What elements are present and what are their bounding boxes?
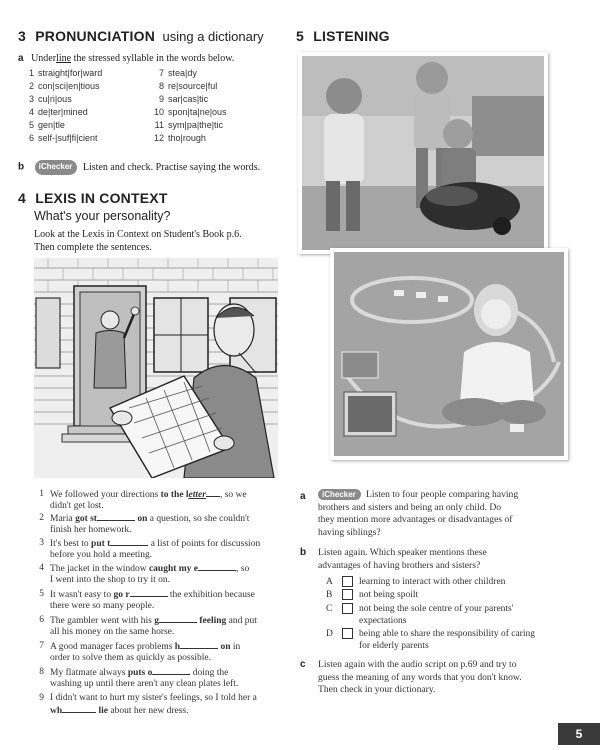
map-illustration-svg xyxy=(34,258,278,478)
sentence-line-1: I didn't want to hurt my sister's feelings, so I told her a xyxy=(50,693,257,703)
option-text: expectations xyxy=(359,616,407,626)
word-syllables: tho|rough xyxy=(168,133,206,143)
word-syllables: con|sci|en|tious xyxy=(38,81,100,91)
word-syllables: spon|ta|ne|ous xyxy=(168,107,227,117)
word-number: 9 xyxy=(158,94,164,104)
pronunciation-instruction-a: a Underline the stressed syllable in the words below. xyxy=(18,53,235,64)
answer-blank[interactable] xyxy=(110,537,148,546)
sentence-number: 5 xyxy=(39,589,44,599)
word-number: 12 xyxy=(153,133,164,143)
word-number: 6 xyxy=(28,133,34,143)
word-syllables: stea|dy xyxy=(168,68,197,78)
answer-blank[interactable] xyxy=(152,666,190,675)
ichecker-badge[interactable]: iChecker xyxy=(35,160,78,175)
word-syllables: sym|pa|the|tic xyxy=(168,120,224,130)
sentence-number: 8 xyxy=(39,667,44,677)
sentence-line-2: there were so many people. xyxy=(50,601,155,611)
answer-blank[interactable] xyxy=(206,488,220,497)
option-checkbox[interactable] xyxy=(342,603,353,614)
sentence-number: 9 xyxy=(39,693,44,703)
word-syllables: gen|tle xyxy=(38,120,65,130)
page-number: 5 xyxy=(558,723,600,745)
option-letter: C xyxy=(326,604,333,614)
sentence-line-1: We followed your directions to the letter , so we xyxy=(50,490,247,500)
children-photo-svg xyxy=(302,56,544,250)
text-line: brothers and sisters and being an only child. Do xyxy=(318,501,502,513)
word-number: 2 xyxy=(28,81,34,91)
section-number: 3 xyxy=(18,28,26,44)
section-subtitle: using a dictionary xyxy=(162,29,264,44)
lexis-heading xyxy=(18,190,168,208)
lexis-sentence xyxy=(34,562,284,586)
lexis-sentence xyxy=(34,588,284,612)
section-number: 4 xyxy=(18,190,26,206)
sentence-number: 6 xyxy=(39,615,44,625)
option-text: being able to share the responsibility of caring xyxy=(359,629,535,639)
pronunciation-heading xyxy=(18,28,264,46)
answer-blank[interactable] xyxy=(198,562,236,571)
sentence-number: 2 xyxy=(39,513,44,523)
answer-blank[interactable] xyxy=(159,614,197,623)
section-title: LEXIS IN CONTEXT xyxy=(35,190,168,206)
lexis-sentence xyxy=(34,614,284,638)
sentence-number: 4 xyxy=(39,563,44,573)
lexis-intro: Look at the Lexis in Context on Student's Book p.6. Then complete the sentences. xyxy=(34,229,242,253)
text-line: Then check in your dictionary. xyxy=(318,684,436,695)
answer-blank[interactable] xyxy=(97,512,135,521)
answer-option xyxy=(326,628,586,652)
sentence-line-1: The gambler went with his g feeling and put xyxy=(50,616,257,626)
option-text: not being the sole centre of your parents' xyxy=(359,604,514,614)
illustration-man-with-map xyxy=(34,258,278,478)
sentence-line-2: finish her homework. xyxy=(50,525,132,535)
text-line: Listen to four people comparing having xyxy=(366,489,519,500)
lexis-sentence xyxy=(34,512,284,536)
word-syllables: re|source|ful xyxy=(168,81,218,91)
word-list xyxy=(28,67,274,147)
word-number: 7 xyxy=(158,68,164,78)
answer-blank[interactable] xyxy=(62,704,96,713)
word-number: 5 xyxy=(28,120,34,130)
sentence-line-2: didn't get lost. xyxy=(50,501,104,511)
sentence-number: 3 xyxy=(39,538,44,548)
answer-blank[interactable] xyxy=(130,588,168,597)
sentence-number: 7 xyxy=(39,641,44,651)
option-letter: B xyxy=(326,590,333,600)
sentence-line-2: all his money on the same horse. xyxy=(50,627,175,637)
sentence-line-1: It wasn't easy to go r the exhibition because xyxy=(50,590,255,600)
photo-girl-with-train-set xyxy=(330,248,568,460)
train-photo-svg xyxy=(334,252,564,456)
sentence-line-2: I went into the shop to try it on. xyxy=(50,575,171,585)
ichecker-badge[interactable]: iChecker xyxy=(318,489,361,500)
word-number: 4 xyxy=(28,107,34,117)
section-number: 5 xyxy=(296,28,304,44)
lexis-sentence xyxy=(34,640,284,664)
option-checkbox[interactable] xyxy=(342,589,353,600)
sentence-number: 1 xyxy=(39,489,44,499)
sentence-line-2: order to solve them as quickly as possible. xyxy=(50,653,211,663)
sentence-line-1: Maria got st on a question, so she couldn't xyxy=(50,514,250,524)
word-number: 1 xyxy=(28,68,34,78)
answer-option xyxy=(326,603,586,627)
option-letter: D xyxy=(326,629,333,639)
word-syllables: self-|suf|fi|cient xyxy=(38,133,98,143)
section-title: LISTENING xyxy=(313,28,390,44)
word-syllables: cu|ri|ous xyxy=(38,94,72,104)
lexis-sentence xyxy=(34,692,284,716)
sentence-line-1: It's best to put t a list of points for discussion xyxy=(50,539,261,549)
sentence-line-2: washing up until there aren't any clean plates left. xyxy=(50,679,239,689)
option-text: not being spoilt xyxy=(359,590,419,600)
answer-blank[interactable] xyxy=(180,640,218,649)
sentence-line-1: My flatmate always puts o doing the xyxy=(50,668,229,678)
option-letter: A xyxy=(326,577,333,587)
word-syllables: sar|cas|tic xyxy=(168,94,209,104)
word-number: 11 xyxy=(154,120,164,130)
text-line: guess the meaning of any words that you don't know. xyxy=(318,671,522,683)
sentence-line-1: The jacket in the window caught my e , so xyxy=(50,564,250,574)
section-title: PRONUNCIATION xyxy=(35,28,156,44)
lexis-sentence xyxy=(34,488,284,512)
text-line: advantages of having brothers and sisters? xyxy=(318,559,481,571)
word-syllables: de|ter|mined xyxy=(38,107,88,117)
text-line: they mention more advantages or disadvantages of xyxy=(318,514,513,525)
word-number: 3 xyxy=(28,94,34,104)
sentence-line-2: wh lie about her new dress. xyxy=(50,706,189,716)
option-checkbox[interactable] xyxy=(342,628,353,639)
lexis-sentence xyxy=(34,537,284,561)
photo-children-playing xyxy=(298,52,548,254)
word-number: 10 xyxy=(153,107,164,117)
sentence-line-2: before you hold a meeting. xyxy=(50,550,153,560)
example-answer: etter xyxy=(188,490,206,500)
text-line: Listen again. Which speaker mentions these xyxy=(318,547,487,558)
option-checkbox[interactable] xyxy=(342,576,353,587)
lexis-subtitle: What's your personality? xyxy=(34,209,171,223)
pronunciation-instruction-b: b iChecker Listen and check. Practise saying the words. xyxy=(18,161,261,173)
option-text: for elderly parents xyxy=(359,641,429,651)
text-line: Listen again with the audio script on p.69 and try to xyxy=(318,659,517,670)
listening-heading xyxy=(296,28,390,46)
sentence-line-1: A good manager faces problems h on in xyxy=(50,642,241,652)
word-syllables: straight|for|ward xyxy=(38,68,103,78)
word-number: 8 xyxy=(158,81,164,91)
text-line: having siblings? xyxy=(318,526,381,538)
option-text: learning to interact with other children xyxy=(359,577,506,587)
lexis-sentence xyxy=(34,666,284,690)
